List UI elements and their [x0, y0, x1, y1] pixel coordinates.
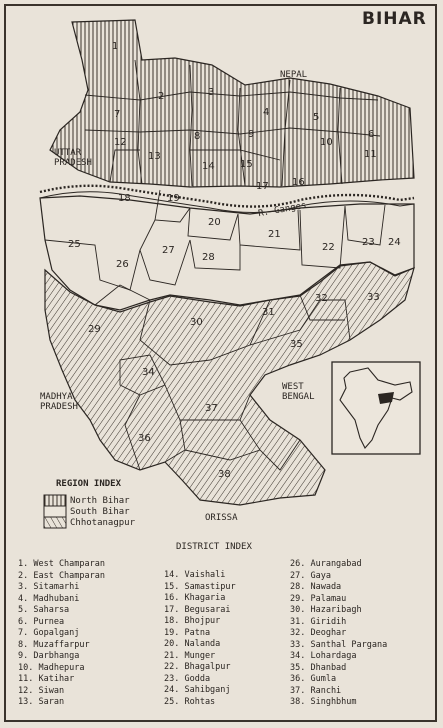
- district-number: 17: [256, 181, 269, 192]
- label-orissa: ORISSA: [205, 513, 238, 523]
- district-index-entry: 28. Nawada: [290, 582, 342, 592]
- district-index-entry: 27. Gaya: [290, 570, 331, 581]
- district-index-entry: 6. Purnea: [18, 616, 65, 627]
- district-number: 16: [292, 177, 305, 188]
- district-number: 4: [263, 107, 270, 118]
- district-index-entry: 11. Katihar: [18, 674, 75, 684]
- district-number: 3: [208, 87, 215, 98]
- district-index-entry: 33. Santhal Pargana: [290, 639, 388, 650]
- district-index-entry: 7. Gopalganj: [18, 628, 80, 638]
- district-number: 11: [364, 149, 377, 160]
- region-index-item: South Bihar: [70, 507, 130, 517]
- district-index-column-1: [18, 559, 105, 709]
- district-number: 7: [114, 109, 121, 120]
- district-number: 9: [248, 129, 255, 140]
- district-number: 8: [194, 131, 201, 142]
- region-north-bihar: [50, 20, 414, 187]
- district-index-entry: 8. Muzaffarpur: [18, 639, 90, 650]
- district-index-entry: 25. Rohtas: [164, 696, 216, 707]
- district-number: 19: [167, 193, 180, 204]
- district-number: 25: [68, 239, 81, 250]
- district-number: 31: [262, 307, 275, 318]
- district-index-entry: 12. Siwan: [18, 685, 65, 696]
- district-number: 35: [290, 339, 303, 350]
- district-number: 36: [138, 433, 151, 444]
- district-index-entry: 37. Ranchi: [290, 685, 342, 696]
- district-index-entry: 1. West Champaran: [18, 559, 105, 569]
- district-index-entry: 21. Munger: [164, 650, 216, 661]
- district-index-entry: 17. Begusarai: [164, 604, 231, 615]
- district-index-entry: 29. Palamau: [290, 593, 347, 604]
- district-number: 21: [268, 229, 281, 240]
- district-index-entry: 36. Gumla: [290, 674, 337, 684]
- district-number: 33: [367, 292, 380, 303]
- district-index-entry: 18. Bhojpur: [164, 616, 221, 626]
- label-west-bengal: WEST BENGAL: [282, 382, 315, 402]
- district-index-entry: 14. Vaishali: [164, 570, 226, 580]
- district-index-heading: DISTRICT INDEX: [176, 542, 252, 552]
- region-index-heading: REGION INDEX: [56, 479, 122, 489]
- district-number: 38: [218, 469, 231, 480]
- region-index-item: North Bihar: [70, 496, 130, 506]
- district-index-entry: 30. Hazaribagh: [290, 605, 362, 615]
- district-number: 29: [88, 324, 101, 335]
- district-index-column-2: [164, 570, 236, 708]
- district-index-entry: 16. Khagaria: [164, 593, 226, 603]
- river-ganges: [40, 186, 414, 207]
- district-number: 13: [148, 151, 161, 162]
- district-number: 27: [162, 245, 175, 256]
- district-number: 23: [362, 237, 375, 248]
- district-number: 1: [112, 41, 119, 52]
- district-number: 22: [322, 242, 335, 253]
- district-number: 28: [202, 252, 215, 263]
- district-index-entry: 2. East Champaran: [18, 570, 105, 581]
- district-number: 2: [158, 91, 165, 102]
- district-index-entry: 31. Giridih: [290, 616, 347, 627]
- district-number: 5: [313, 112, 320, 123]
- district-number: 32: [315, 293, 328, 304]
- india-inset-map: [332, 362, 420, 454]
- district-number: 18: [118, 193, 131, 204]
- district-index-entry: 38. Singhbhum: [290, 697, 357, 707]
- district-index-entry: 20. Nalanda: [164, 639, 221, 649]
- label-uttar-pradesh: UTTAR PRADESH: [54, 148, 92, 168]
- district-index-entry: 26. Aurangabad: [290, 559, 362, 569]
- district-index-entry: 35. Dhanbad: [290, 662, 347, 673]
- district-number: 10: [320, 137, 333, 148]
- district-index-entry: 5. Saharsa: [18, 605, 70, 615]
- district-index-entry: 22. Bhagalpur: [164, 662, 231, 672]
- district-index-entry: 15. Samastipur: [164, 581, 236, 592]
- district-index-column-3: [290, 559, 387, 709]
- district-number: 15: [240, 159, 253, 170]
- district-number: 37: [205, 403, 218, 414]
- district-number: 34: [142, 367, 155, 378]
- label-madhya-pradesh: MADHYA PRADESH: [40, 392, 78, 412]
- district-index-entry: 32. Deoghar: [290, 628, 347, 638]
- district-index-entry: 10. Madhepura: [18, 662, 85, 673]
- map-title: BIHAR: [362, 9, 427, 29]
- district-index-entry: 24. Sahibganj: [164, 685, 231, 695]
- district-number: 14: [202, 161, 215, 172]
- district-number: 30: [190, 317, 203, 328]
- district-index-entry: 4. Madhubani: [18, 593, 80, 604]
- district-number: 12: [114, 137, 127, 148]
- region-index-item: Chhotanagpur: [70, 518, 136, 528]
- district-index-entry: 13. Saran: [18, 697, 65, 707]
- label-nepal: NEPAL: [280, 70, 308, 80]
- district-index-entry: 34. Lohardaga: [290, 651, 357, 661]
- district-index-entry: 3. Sitamarhi: [18, 582, 80, 592]
- district-index-entry: 19. Patna: [164, 627, 211, 638]
- district-number: 20: [208, 217, 221, 228]
- district-number: 6: [368, 129, 375, 140]
- district-index-entry: 23. Godda: [164, 673, 211, 684]
- district-number: 24: [388, 237, 401, 248]
- district-number: 26: [116, 259, 129, 270]
- district-index-entry: 9. Darbhanga: [18, 651, 80, 661]
- label-river-ganges: R. Ganges: [257, 200, 308, 220]
